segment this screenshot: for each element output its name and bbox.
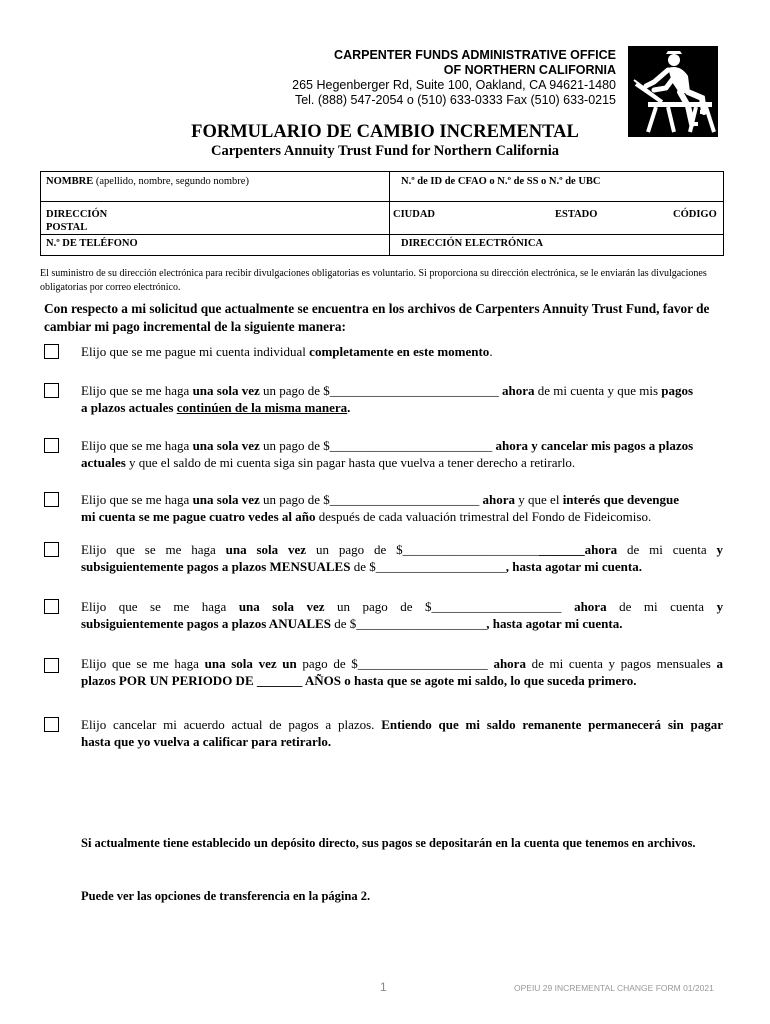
option-lump-cancel-checkbox[interactable] (44, 438, 59, 453)
address-field[interactable] (46, 208, 107, 234)
option-text-segment: subsiguientemente pagos a plazos ANUALES (81, 616, 331, 631)
option-lump-continue-text (81, 382, 723, 416)
option-lump-monthly-text (81, 541, 723, 575)
option-text-segment: . (489, 344, 493, 359)
zip-label: CÓDIGO (673, 209, 717, 220)
option-text-segment: _______ahora (539, 542, 618, 557)
option-lump-annual-checkbox[interactable] (44, 599, 59, 614)
option-text-segment: continúen de la misma manera (176, 400, 348, 415)
option-text-segment: cuenta (670, 599, 705, 614)
option-text-segment: después de cada valuación trimestral del Fondo de Fideicomiso. (315, 509, 652, 524)
option-text-segment: , hasta agotar mi cuenta. (505, 559, 642, 574)
option-text-segment: mi (643, 599, 658, 614)
form-subtitle: Carpenters Annuity Trust Fund for Northern California (210, 143, 559, 159)
phone-field[interactable] (46, 237, 138, 250)
option-lump-period-checkbox[interactable] (44, 658, 59, 673)
intro-text: Con respecto a mi solicitud que actualmente se encuentra en los archivos de Carpenters Annuity Trust Fund, favor de cambiar mi pago incremental de la siguiente manera: (44, 301, 710, 334)
option-text-segment: un pago de $__________________________ (259, 383, 503, 398)
email-disclosure-note: El suministro de su dirección electrónica para recibir divulgaciones obligatorias es voluntario. Si proporciona su dirección electrónica, se le enviarán las divulgaciones obligatorias por correo electrónico. (40, 268, 707, 293)
option-lump-period-text (81, 655, 723, 689)
address-label: DIRECCIÓN (46, 209, 108, 220)
option-lump-cancel-text (81, 437, 723, 471)
option-lump-interest-checkbox[interactable] (44, 492, 59, 507)
option-text-segment: ahora (574, 599, 607, 614)
option-text-segment: Elijo que se me pague mi cuenta individual (81, 344, 310, 359)
grid-divider (41, 201, 723, 202)
option-text-segment: Entiendo que mi saldo remanente permanecerá sin pagar (381, 717, 723, 732)
option-text-segment: una sola vez (192, 438, 260, 453)
form-title: FORMULARIO DE CAMBIO INCREMENTAL (191, 122, 579, 142)
option-text-segment: mi cuenta se me pague cuatro vedes al año (81, 509, 316, 524)
grid-divider (41, 234, 723, 235)
option-text-segment: y que el saldo de mi cuenta siga sin pagar hasta que vuelva a tener derecho a retirarlo. (125, 455, 576, 470)
option-text-segment: Elijo que se me haga (81, 542, 226, 557)
option-lump-annual-text (81, 598, 723, 632)
option-text-segment: plazos POR UN PERIODO DE _______ AÑOS o hasta que se agote mi saldo, lo que suceda primero. (81, 673, 637, 688)
option-text-segment: una sola vez un (204, 656, 297, 671)
option-text-segment: de (626, 542, 640, 557)
email-field[interactable] (401, 237, 543, 250)
zip-field[interactable] (673, 208, 717, 221)
member-info-grid (40, 171, 724, 256)
org-name-line-2: OF NORTHERN CALIFORNIA (443, 63, 616, 77)
option-text-segment: una sola vez (238, 599, 325, 614)
name-field[interactable] (46, 175, 249, 188)
option-text-segment: y que el (515, 492, 563, 507)
address-label-2: POSTAL (46, 222, 88, 233)
state-field[interactable] (555, 208, 597, 221)
transfer-options-note: Puede ver las opciones de transferencia en la página 2. (81, 889, 371, 903)
org-contact (292, 78, 616, 108)
grid-divider (389, 172, 390, 255)
option-text-segment: Elijo cancelar mi acuerdo actual de pagos a plazos. (81, 717, 382, 732)
org-phone: Tel. (888) 547-2054 o (510) 633-0333 Fax (510) 633-0215 (294, 93, 616, 107)
option-text-segment: de (619, 599, 632, 614)
option-lump-continue-checkbox[interactable] (44, 383, 59, 398)
option-text-segment: ahora (493, 656, 526, 671)
option-cancel-plan-text (81, 716, 723, 750)
option-text-segment: mi (649, 542, 663, 557)
option-text-segment: a plazos actuales (81, 400, 177, 415)
id-field[interactable] (401, 175, 601, 188)
option-text-segment: de $____________________ (350, 559, 506, 574)
option-text-segment: de mi cuenta y que mis (534, 383, 662, 398)
option-cancel-plan-checkbox[interactable] (44, 717, 59, 732)
city-field[interactable] (393, 208, 435, 221)
option-text-segment: completamente en este momento (309, 344, 490, 359)
option-text-segment: a (716, 656, 723, 671)
option-text-segment: un pago de $_______________________ (259, 492, 483, 507)
option-text-segment: de mi cuenta y pagos mensuales (525, 656, 717, 671)
option-text-segment: . (347, 400, 351, 415)
phone-label: N.º DE TELÉFONO (46, 238, 138, 249)
option-text-segment: actuales (81, 455, 126, 470)
option-text-segment: interés que devengue (562, 492, 679, 507)
option-text-segment: una sola vez (192, 492, 260, 507)
option-text-segment: de $____________________ (330, 616, 487, 631)
option-text-segment: un pago de $_____________________ (306, 542, 540, 557)
city-label: CIUDAD (393, 209, 435, 220)
option-text-segment: pagos (661, 383, 694, 398)
option-text-segment: ahora (502, 383, 535, 398)
option-text-segment: Elijo que se me haga (81, 383, 193, 398)
option-lump-monthly-checkbox[interactable] (44, 542, 59, 557)
page-number: 1 (380, 980, 387, 994)
id-label: N.º de ID de CFAO o N.º de SS o N.º de UBC (401, 176, 601, 187)
option-text-segment: una sola vez (192, 383, 260, 398)
option-text-segment: ahora (482, 492, 516, 507)
name-label: NOMBRE (46, 176, 94, 187)
option-text-segment: un pago de $____________________ (324, 599, 562, 614)
option-text-segment: un pago de $_________________________ (259, 438, 496, 453)
option-text-segment: hasta que yo vuelva a calificar para retirarlo. (81, 734, 332, 749)
option-text-segment: Elijo que se me haga (81, 438, 193, 453)
org-name-line-1: CARPENTER FUNDS ADMINISTRATIVE OFFICE (334, 48, 616, 62)
option-text-segment: ahora y cancelar mis pagos a plazos (495, 438, 694, 453)
option-text-segment: cuenta (672, 542, 707, 557)
option-text-segment: y (716, 599, 724, 614)
state-label: ESTADO (555, 209, 598, 220)
option-text-segment: Elijo que se me haga (81, 599, 239, 614)
form-code: OPEIU 29 INCREMENTAL CHANGE FORM 01/2021 (514, 983, 714, 993)
option-text-segment: Elijo que se me haga (81, 656, 205, 671)
option-text-segment: una sola vez (225, 542, 307, 557)
option-lump-interest-text (81, 491, 723, 525)
email-label: DIRECCIÓN ELECTRÓNICA (401, 238, 544, 249)
option-text-segment: pago de $____________________ (296, 656, 494, 671)
option-text-segment: y (716, 542, 724, 557)
name-hint: (apellido, nombre, segundo nombre) (93, 176, 249, 187)
option-text-segment: Elijo que se me haga (81, 492, 193, 507)
option-text-segment: , hasta agotar mi cuenta. (486, 616, 623, 631)
org-address: 265 Hegenberger Rd, Suite 100, Oakland, CA 94621-1480 (292, 78, 616, 92)
org-name (334, 48, 616, 78)
option-text-segment: subsiguientemente pagos a plazos MENSUALES (81, 559, 351, 574)
option-pay-full-text (81, 343, 723, 360)
option-pay-full-checkbox[interactable] (44, 344, 59, 359)
direct-deposit-note: Si actualmente tiene establecido un depósito directo, sus pagos se depositarán en la cuenta que tenemos en archivos. (81, 836, 696, 850)
